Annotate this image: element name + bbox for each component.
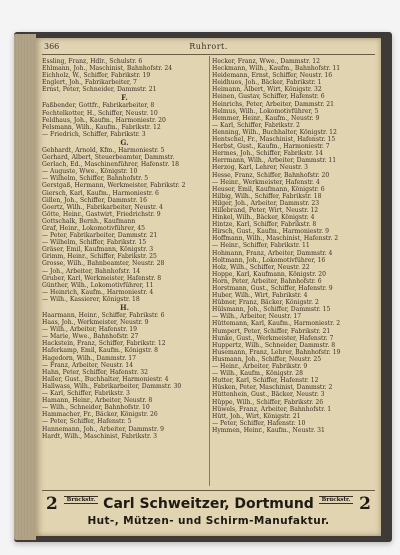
- header-rule: [42, 54, 375, 55]
- directory-entry: Hüttenhein, Gust., Bäcker, Neustr. 3: [212, 391, 325, 399]
- directory-entry: Hentschel, Fr., Maschinist, Hafenstr. 15: [212, 136, 336, 144]
- left-column: [42, 58, 207, 440]
- directory-entry: Hütt, Joh., Wirt, Königstr. 21: [212, 412, 301, 420]
- directory-entry: — Karl, Schiffer, Fabrikstr. 3: [42, 390, 130, 398]
- directory-entry: — Franz, Arbeiter, Neustr. 14: [42, 361, 134, 369]
- directory-entry: Götte, Heinr., Gastwirt, Friedrichstr. 9: [42, 210, 161, 218]
- directory-entry: Faßbender, Gottfr., Fabrikarbeiter, 8: [42, 102, 155, 110]
- directory-entry: Haller, Gust., Buchhalter, Harmoniestr. 4: [42, 375, 169, 383]
- directory-entry: — Wilh., Kassierer, Königstr. 18: [42, 295, 140, 303]
- directory-entry: Heuser, Emil, Kaufmann, Königstr. 6: [212, 185, 325, 193]
- directory-entry: Hagedorn, Wilh., Dammstr. 17: [42, 354, 137, 362]
- directory-entry: Hinkel, Wilh., Bäcker, Königstr. 4: [212, 214, 315, 222]
- directory-entry: Hübner, Franz, Bäcker, Königstr. 2: [212, 299, 319, 307]
- directory-entry: Hülsmann, Joh., Schiffer, Dammstr. 15: [212, 306, 331, 314]
- ad-left-number: 2: [46, 494, 58, 514]
- section-letter: G.: [120, 137, 129, 147]
- directory-entry: Gottschalk, Bernh., Kaufmann: [42, 217, 136, 225]
- running-header: [36, 42, 381, 54]
- directory-entry: Goertz, Wilh., Fabrikarbeiter, Neustr. 4: [42, 203, 163, 211]
- directory-entry: Hahn, Peter, Schiffer, Hafenstr. 32: [42, 368, 148, 376]
- directory-entry: Hoppe, Karl, Kaufmann, Königstr. 20: [212, 270, 326, 278]
- directory-entry: Hunke, Gust., Werkmeister, Hafenstr. 7: [212, 334, 334, 342]
- ad-right-number: 2: [359, 494, 371, 514]
- directory-entry: Ehlmann, Joh., Maschinist, Bahnhofstr. 24: [42, 65, 173, 73]
- ad-right-street: Brückstr.: [319, 496, 353, 504]
- directory-entry: Fechtelkotter, H., Schiffer, Neustr. 10: [42, 109, 158, 117]
- directory-entry: Hesse, Franz, Schiffer, Bahnhofstr. 20: [212, 171, 330, 179]
- directory-entry: Heckmann, Wilh., Kaufm., Bahnhofstr. 11: [212, 65, 341, 73]
- directory-entry: Giersch, Karl, Kaufm., Harmoniestr. 6: [42, 189, 159, 197]
- ad-left-street: Brückstr.: [64, 496, 98, 504]
- directory-entry: Englert, Joh., Fabrikarbeiter, 7: [42, 79, 137, 87]
- directory-entry: Hermes, Joh., Schiffer, Fabrikstr. 14: [212, 150, 323, 158]
- page-edges: [14, 34, 36, 540]
- directory-entry: — Wilhelm, Schiffer, Bahnhofstr. 5: [42, 175, 149, 183]
- ad-company-name: Carl Schweitzer, Dortmund: [103, 496, 314, 512]
- directory-entry: Helmus, Wilh., Lokomotivführer, 5: [212, 107, 319, 115]
- directory-entry: — Heinr., Werkmeister, Hafenstr. 4: [212, 178, 320, 186]
- directory-entry: Haarmann, Heinr., Schiffer, Fabrikstr. 6: [42, 312, 165, 319]
- directory-entry: Hüwels, Franz, Arbeiter, Bahnhofstr. 1: [212, 405, 332, 413]
- directory-entry: — Heinr., Schiffer, Fabrikstr. 11: [212, 242, 310, 250]
- directory-entry: Gillen, Joh., Schiffer, Dammstr. 16: [42, 196, 148, 204]
- directory-entry: Heinrichs, Peter, Arbeiter, Dammstr. 21: [212, 100, 335, 108]
- directory-entry: — Wilh., Arbeiter, Neustr. 17: [212, 313, 302, 321]
- directory-entry: Hannemann, Joh., Arbeiter, Dammstr. 9: [42, 425, 164, 433]
- directory-entry: Husemann, Franz, Lehrer, Bahnhofstr. 19: [212, 348, 341, 356]
- directory-entry: — Heinrich, Kaufm., Harmoniestr. 4: [42, 288, 154, 296]
- directory-entry: — Heinr., Arbeiter, Fabrikstr. 9: [212, 363, 308, 371]
- directory-entry: Eichholz, W., Schiffer, Fabrikstr. 19: [42, 72, 151, 80]
- directory-entry: Hymmen, Heinr., Kaufm., Neustr. 31: [212, 426, 325, 434]
- directory-entry: Hüsken, Peter, Maschinist, Dammstr. 2: [212, 384, 333, 392]
- directory-entry: Ernst, Peter, Schneider, Dammstr. 21: [42, 86, 157, 94]
- directory-entry: — Wilhelm, Schiffer, Fabrikstr. 15: [42, 239, 147, 247]
- directory-entry: Hardt, Wilh., Maschinist, Fabrikstr. 3: [42, 432, 157, 440]
- directory-entry: Huppertz, Wilh., Schneider, Dammstr. 8: [212, 341, 336, 349]
- directory-entry: Gräser, Emil, Kaufmann, Königstr. 3: [42, 246, 154, 254]
- directory-entry: Hallwass, Wilh., Fabrikarbeiter, Dammstr. 30: [42, 382, 182, 390]
- page-title: Ruhrort.: [189, 42, 228, 51]
- directory-entry: Grimm, Heinr., Schiffer, Fabrikstr. 25: [42, 253, 157, 261]
- directory-entry: Hilbig, Wilh., Schiffer, Fabrikstr. 18: [212, 192, 322, 200]
- directory-entry: Herbst, Gust., Kaufm., Harmoniestr. 7: [212, 143, 330, 151]
- directory-entry: Heidemann, Ernst, Schiffer, Neustr. 16: [212, 72, 333, 80]
- directory-entry: — Auguste, Wwe., Königstr. 10: [42, 168, 138, 176]
- directory-entry: Humpert, Peter, Schiffer, Fabrikstr. 21: [212, 327, 331, 335]
- directory-entry: Gerlach, Ed., Maschinenführer, Hafenstr. 18: [42, 161, 180, 169]
- directory-entry: — Wilh., Arbeiter, Hafenstr. 19: [42, 326, 137, 334]
- directory-entry: Feldhaus, Joh., Kaufm., Harmoniestr. 20: [42, 116, 166, 124]
- directory-entry: Herrmann, Wilh., Arbeiter, Dammstr. 11: [212, 157, 337, 165]
- directory-entry: Haferkamp, Emil, Kaufm., Königstr. 8: [42, 347, 158, 355]
- directory-entry: Henning, Wilh., Buchhalter, Königstr. 12: [212, 128, 337, 136]
- directory-entry: Hintze, Karl, Schiffer, Fabrikstr. 8: [212, 221, 317, 229]
- directory-entry: Hirsch, Gust., Kaufm., Harmoniestr. 9: [212, 228, 330, 236]
- directory-entry: Hüppe, Wilh., Schiffer, Fabrikstr. 26: [212, 398, 324, 406]
- directory-entry: Heinen, Gustav, Schiffer, Hafenstr. 6: [212, 93, 325, 101]
- page-number: 366: [44, 42, 60, 51]
- directory-entry: Hemmer, Heinr., Kaufm., Neustr. 9: [212, 114, 320, 122]
- column-divider: [209, 56, 210, 486]
- directory-entry: Hamann, Heinr., Arbeiter, Neustr. 8: [42, 397, 153, 405]
- directory-entry: — Joh., Arbeiter, Bahnhofstr. 14: [42, 267, 141, 275]
- directory-entry: Graf, Heinr., Lokomotivführer, 45: [42, 224, 146, 232]
- directory-entry: Hohmann, Franz, Arbeiter, Dammstr. 4: [212, 249, 333, 257]
- section-letter: H.: [119, 303, 130, 312]
- directory-entry: Hecker, Franz, Wwe., Dammstr. 12: [212, 58, 320, 65]
- directory-entry: Huber, Wilh., Wirt, Fabrikstr. 4: [212, 292, 308, 300]
- section-letter: F.: [121, 93, 128, 103]
- directory-entry: Gruber, Karl, Werkmeister, Hafenstr. 8: [42, 274, 162, 282]
- directory-entry: Felsmann, Wilh., Kaufm., Fabrikstr. 12: [42, 123, 161, 131]
- directory-page: [36, 38, 381, 536]
- directory-entry: Hillebrand, Peter, Wirt, Neustr. 12: [212, 206, 319, 214]
- directory-entry: — Friedrich, Schiffer, Fabrikstr. 3: [42, 130, 146, 138]
- directory-entry: — Wilh., Kaufm., Königstr. 28: [212, 370, 304, 378]
- directory-entry: Grosse, Wilh., Bahnbeamter, Neustr. 28: [42, 260, 165, 268]
- directory-entry: Holtmann, Joh., Lokomotivführer, 16: [212, 256, 326, 264]
- directory-entry: Horstmann, Gust., Schiffer, Hafenstr. 9: [212, 285, 333, 292]
- directory-entry: — Wilh., Schneider, Bahnhofstr. 10: [42, 404, 150, 412]
- directory-entry: Gerstgaß, Hermann, Werkmeister, Fabrikstr. 2: [42, 182, 186, 190]
- directory-entry: Essling, Franz, Hdlr., Schulstr. 6: [42, 58, 143, 65]
- directory-entry: — Marie, Wwe., Bahnhofstr. 27: [42, 333, 139, 341]
- directory-entry: Günther, Wilh., Lokomotivführer, 11: [42, 281, 154, 289]
- directory-entry: Heimann, Albert, Wirt, Königstr. 32: [212, 86, 322, 94]
- directory-entry: Husmann, Joh., Schiffer, Neustr. 25: [212, 355, 322, 363]
- right-column: [212, 58, 377, 434]
- directory-entry: — Peter, Schiffer, Hafenstr. 10: [212, 419, 306, 427]
- directory-entry: — Karl, Schiffer, Fabrikstr. 2: [212, 121, 300, 129]
- ad-top-line: [42, 494, 375, 514]
- directory-entry: Hammacher, Fr., Bäcker, Königstr. 26: [42, 411, 158, 419]
- directory-entry: Heidhues, Joh., Bäcker, Fabrikstr. 1: [212, 79, 322, 87]
- directory-entry: Gerhard, Albert, Steuerbeamter, Dammstr.: [42, 154, 175, 162]
- advertisement: [42, 490, 375, 533]
- directory-entry: Herzog, Karl, Lehrer, Neustr. 3: [212, 164, 309, 172]
- directory-entry: — Peter, Fabrikarbeiter, Dammstr. 21: [42, 232, 158, 240]
- ad-tagline: Hut-, Mützen- und Schirm-Manufaktur.: [87, 515, 330, 527]
- directory-entry: Hüttemann, Karl, Kaufm., Harmoniestr. 2: [212, 320, 341, 328]
- directory-entry: — Peter, Schiffer, Hafenstr. 5: [42, 418, 132, 426]
- directory-entry: Holz, Wilh., Schiffer, Neustr. 22: [212, 263, 310, 271]
- directory-entry: Hackstein, Franz, Schiffer, Fabrikstr. 12: [42, 340, 166, 348]
- directory-entry: Hutter, Karl, Schiffer, Hafenstr. 12: [212, 377, 319, 385]
- directory-entry: Horn, Peter, Arbeiter, Bahnhofstr. 6: [212, 277, 322, 285]
- directory-entry: Gebhardt, Arnold, Kfm., Harmoniestr. 5: [42, 146, 165, 154]
- directory-entry: Hoffmann, Wilh., Maschinist, Hafenstr. 2: [212, 235, 339, 243]
- directory-entry: Haas, Joh., Werkmeister, Neustr. 9: [42, 319, 149, 327]
- directory-entry: Hilger, Joh., Arbeiter, Dammstr. 23: [212, 199, 320, 207]
